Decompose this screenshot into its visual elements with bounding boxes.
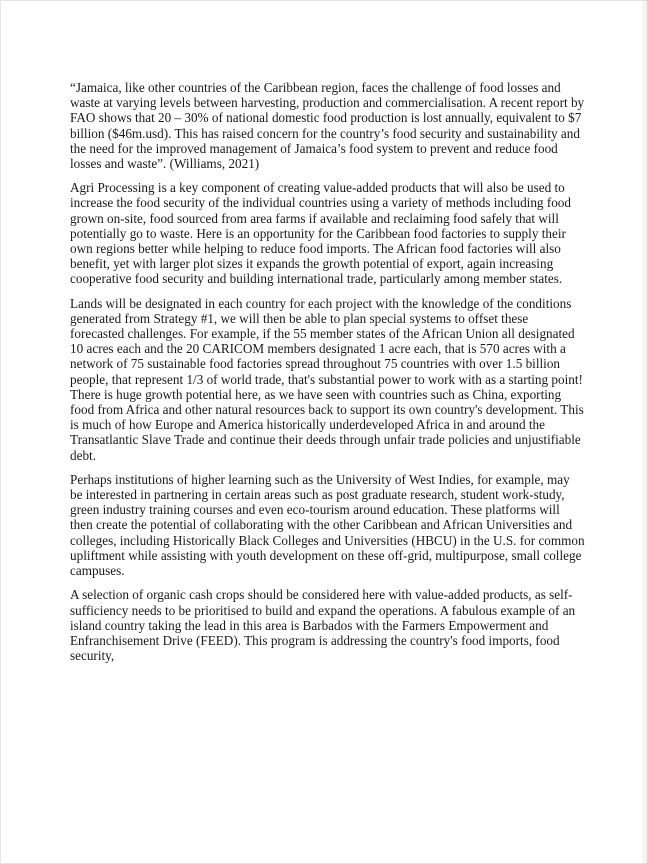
paragraph-agri-processing: Agri Processing is a key component of creating value-added products that will also be used to increase the food security of the individual countries using a variety of methods including food grown on-site, food sourced from area farms if available and reclaiming food safely that will potentially go to waste. Here is an opportunity for the Caribbean food factories to supply their own regions better while helping to reduce food imports. The African food factories will also benefit, yet with larger plot sizes it expands the growth potential of export, again increasing cooperative food security and building international trade, particularly among member states. (70, 180, 571, 287)
paragraph-cash-crops: A selection of organic cash crops should be considered here with value-added products, as self-sufficiency needs to be prioritised to build and expand the operations. A fabulous example of an island country taking the lead in this area is Barbados with the Farmers Empowerment and Enfranchisement Drive (FEED). This program is addressing the country's food imports, food security, (70, 587, 576, 664)
page-edge-shadow (640, 0, 648, 864)
paragraph-jamaica-quote: “Jamaica, like other countries of the Caribbean region, faces the challenge of food losses and waste at varying levels between harvesting, production and commercialisation. A recent report by FAO shows that 20 – 30% of national domestic food production is lost annually, equivalent to $7 billion ($46m.usd). This has raised concern for the country’s food security and sustainability and the need for the improved management of Jamaica’s food system to prevent and reduce food losses and waste”. (Williams, 2021) (70, 80, 585, 172)
paragraph-land-designation: Lands will be designated in each country for each project with the knowledge of the conditions generated from Strategy #1, we will then be able to plan special systems to offset these forecasted challenges. For example, if the 55 member states of the African Union all designated 10 acres each and the 20 CARICOM members designated 1 acre each, that is 570 acres with a network of 75 sustainable food factories spread throughout 75 countries with over 1.5 billion people, that represent 1/3 of world trade, that's substantial power to work with as a starting point! There is huge growth potential here, as we have seen with countries such as China, exporting food from Africa and other natural resources back to support its own country's development. This is much of how Europe and America historically underdeveloped Africa in and around the Transatlantic Slave Trade and continue their deeds through unfair trade policies and unjustifiable debt. (70, 295, 584, 463)
paragraph-universities: Perhaps institutions of higher learning such as the University of West Indies, for example, may be interested in partnering in certain areas such as post graduate research, student work-study, green industry training courses and even eco-tourism around education. These platforms will then create the potential of collaborating with the other Caribbean and African Universities and colleges, including Historically Black Colleges and Universities (HBCU) in the U.S. for common upliftment while assisting with youth development on these off-grid, multipurpose, small college campuses. (70, 471, 585, 579)
document-body (70, 80, 585, 672)
